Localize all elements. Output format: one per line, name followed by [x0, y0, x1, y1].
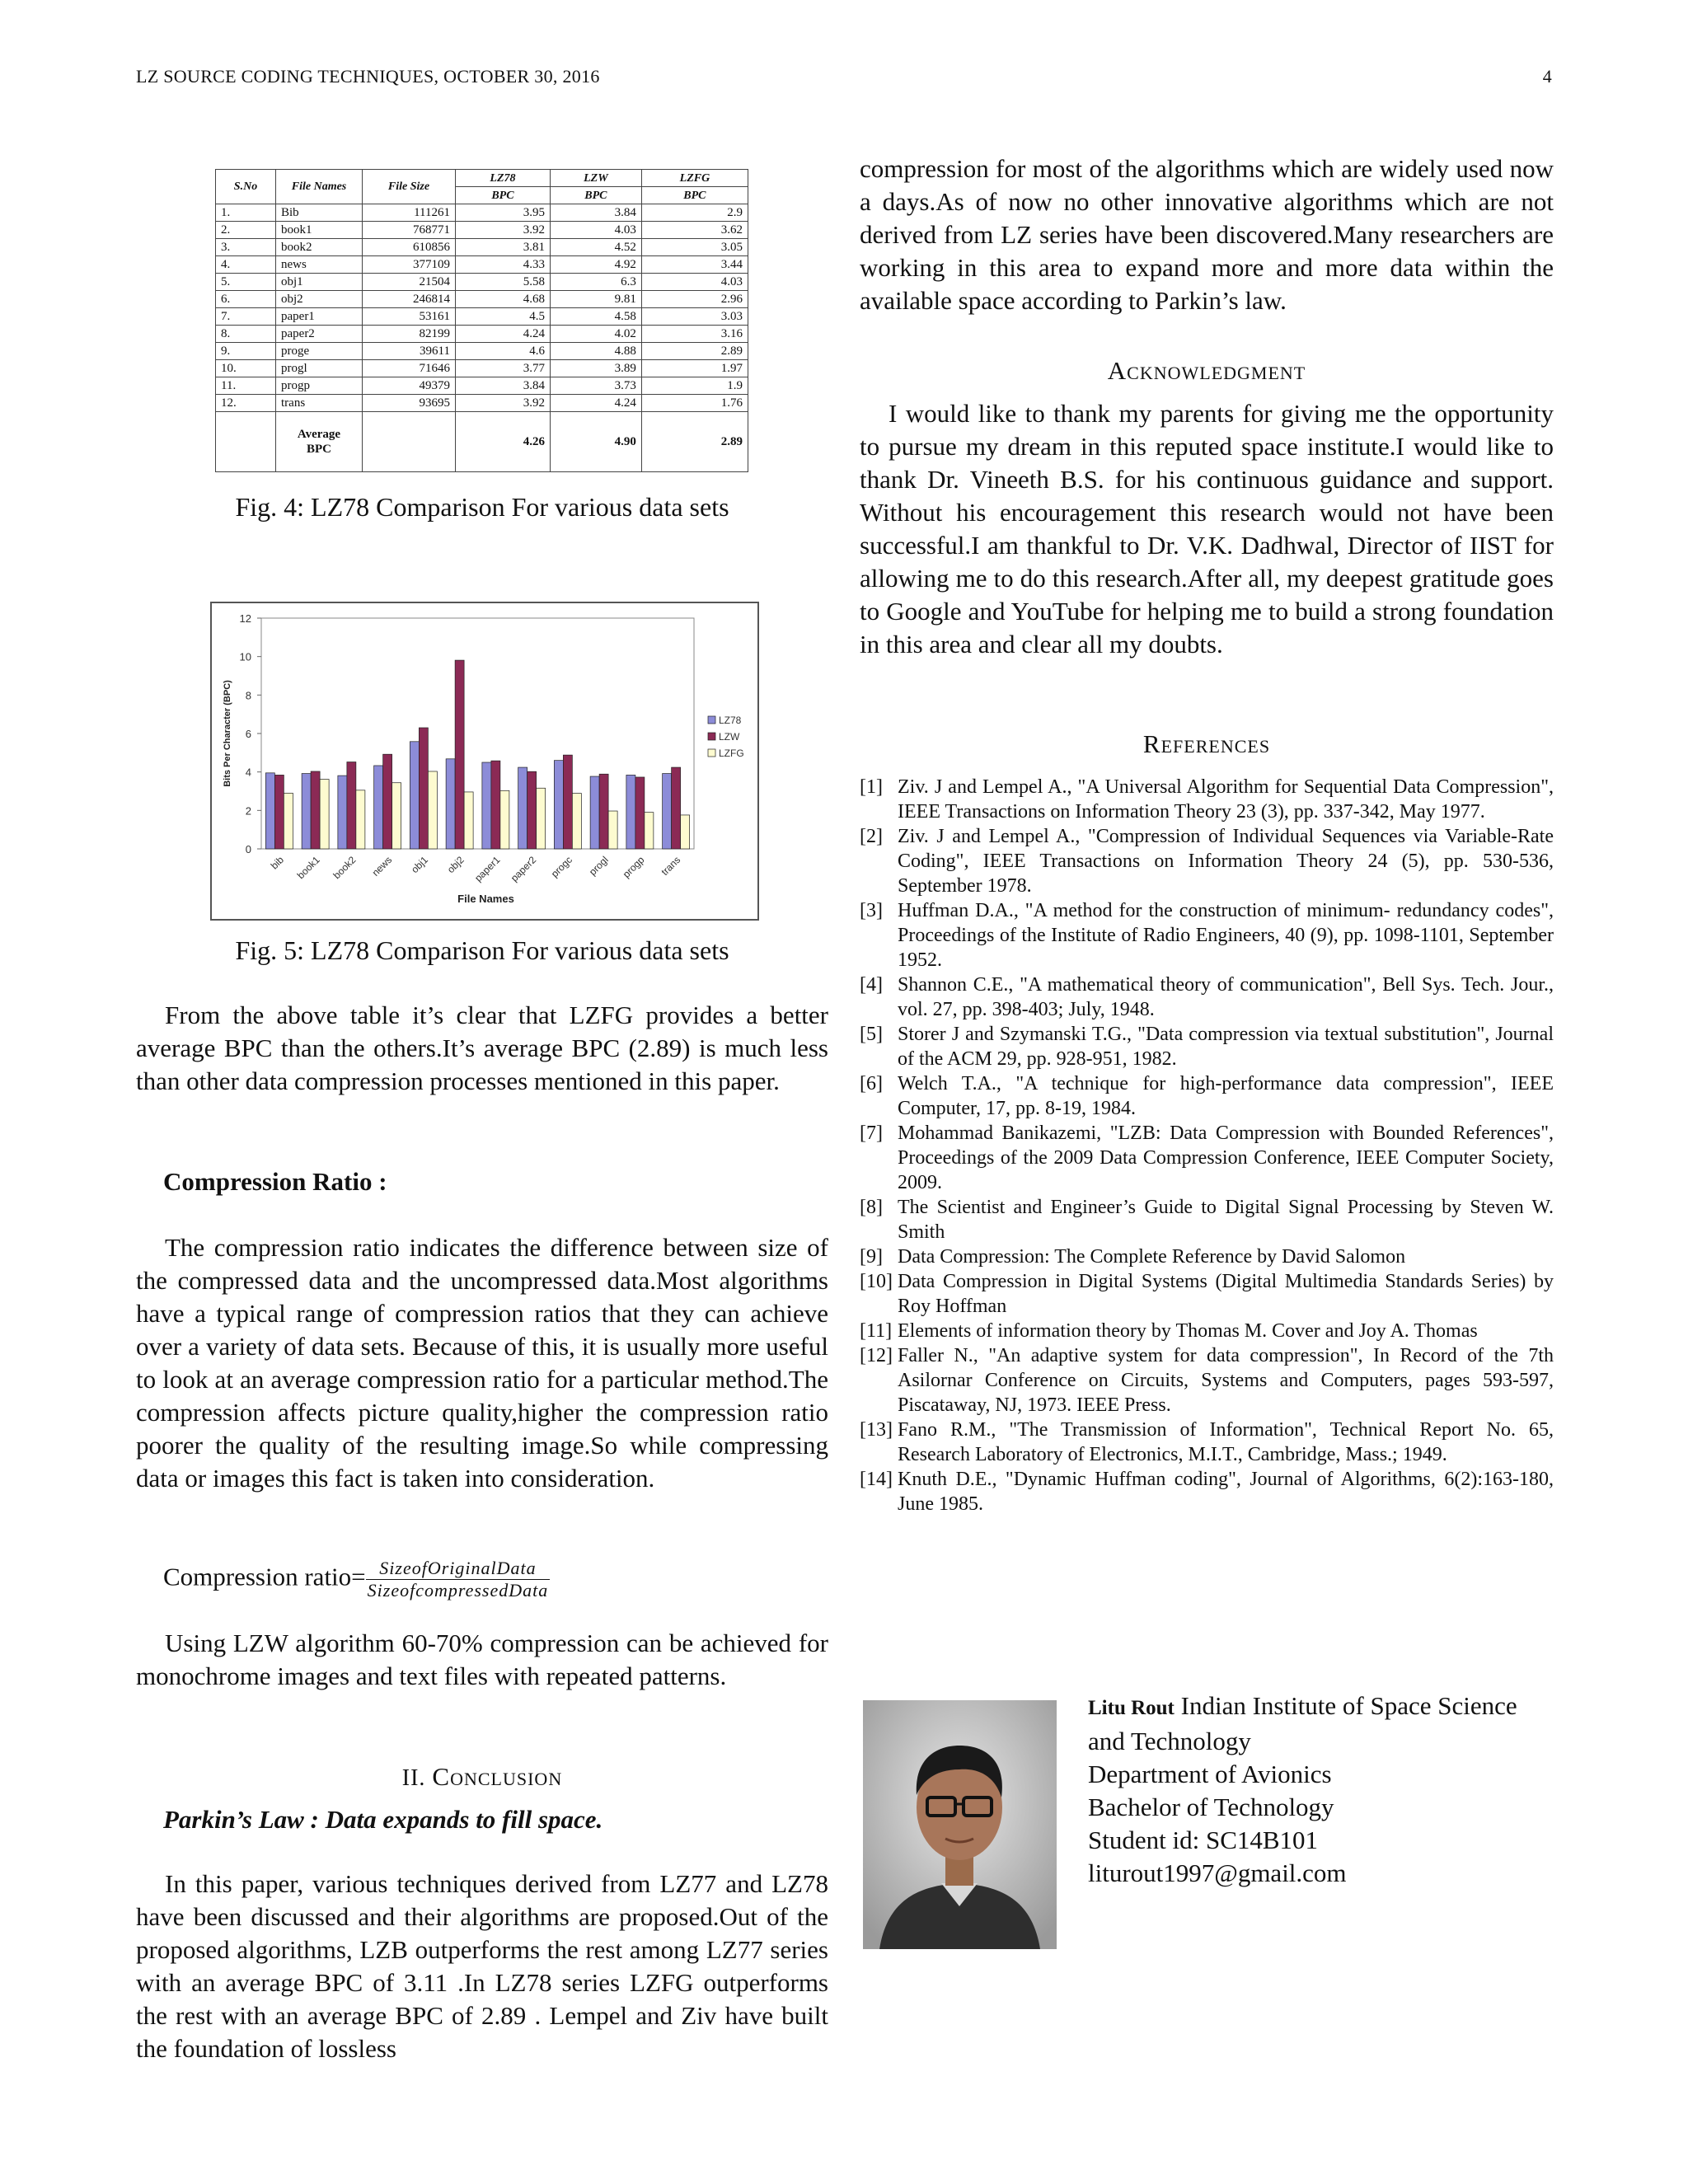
cell-file-name: trans [276, 395, 363, 412]
bar-lzfg [608, 811, 617, 849]
header-bpc: BPC [550, 187, 641, 204]
cell-average-lzw: 4.90 [550, 412, 641, 472]
compression-ratio-heading: Compression Ratio : [163, 1167, 387, 1196]
table-row [216, 291, 748, 308]
cell-average-lz78: 4.26 [456, 412, 551, 472]
table-row-average [216, 412, 748, 472]
comparison-table [215, 169, 748, 472]
cell-lz78: 4.5 [456, 308, 551, 326]
y-tick-label: 8 [245, 689, 251, 702]
reference-item [860, 1269, 1554, 1319]
comparison-table-figure [215, 169, 748, 472]
cell-lzfg: 3.44 [641, 256, 748, 274]
cell-lzfg: 2.89 [641, 343, 748, 360]
cell-sno: 12. [216, 395, 276, 412]
cell-lz78: 3.81 [456, 239, 551, 256]
paragraph-lzw [136, 1627, 828, 1693]
cell-file-name: progl [276, 360, 363, 377]
cell-file-size: 49379 [363, 377, 456, 395]
table-row [216, 222, 748, 239]
cell-sno: 6. [216, 291, 276, 308]
y-tick-label: 2 [245, 804, 251, 818]
cell-file-size: 246814 [363, 291, 456, 308]
bar-lzfg [428, 771, 437, 849]
cell-lzw: 4.92 [550, 256, 641, 274]
legend-label: LZW [719, 731, 740, 743]
cell-lz78: 3.95 [456, 204, 551, 222]
bar-lzfg [537, 788, 546, 849]
bar-lzfg [320, 780, 329, 849]
bar-lzw [563, 755, 572, 849]
reference-text: Data Compression in Digital Systems (Digital Multimedia Standards Series) by Roy Hoffman [898, 1271, 1554, 1317]
cell-lzfg: 3.05 [641, 239, 748, 256]
bar-lzfg [645, 813, 654, 849]
bar-lzfg [681, 815, 690, 849]
x-tick-label: book1 [294, 854, 322, 882]
cell-lzw: 6.3 [550, 274, 641, 291]
cell-sno: 4. [216, 256, 276, 274]
reference-item [860, 1343, 1554, 1418]
bar-lzfg [464, 792, 473, 849]
bar-lz78 [302, 774, 311, 849]
cell-lzfg: 3.62 [641, 222, 748, 239]
reference-text: Storer J and Szymanski T.G., "Data compression via textual substitution", Journal of the ACM 29, pp. 928-951, 1982. [898, 1024, 1554, 1070]
bar-lzw [491, 761, 500, 849]
x-tick-label: obj2 [444, 854, 467, 876]
cell-lz78: 3.92 [456, 222, 551, 239]
references-heading: References [1142, 729, 1271, 758]
bar-lz78 [374, 766, 383, 849]
cell-sno: 9. [216, 343, 276, 360]
reference-number: [2] [860, 826, 883, 847]
x-tick-label: progl [586, 854, 611, 878]
paragraph: The compression ratio indicates the difference between size of the compressed data and the uncompressed data.Most algorithms have a typical range of compression ratios that they can achieve over a variety of data sets. Because of this, it is usually more useful to look at an average compression ratio for a particular method.The compression affects picture quality,higher the compression ratio poorer the quality of the resulting image.So while compressing data or images this fact is taken into consideration. [136, 1233, 828, 1493]
cell-sno: 8. [216, 326, 276, 343]
reference-text: Huffman D.A., "A method for the construction of minimum- redundancy codes", Proceedings of the Institute of Radio Engineers, 40 (9), pp. 1098-1101, September 1952. [898, 900, 1554, 971]
cell-file-name: obj1 [276, 274, 363, 291]
reference-text: Fano R.M., "The Transmission of Information", Technical Report No. 65, Research Laboratory of Electronics, M.I.T., Cambridge, Mass.; 1949. [898, 1419, 1554, 1465]
cell-lzfg: 4.03 [641, 274, 748, 291]
cell-file-name: obj2 [276, 291, 363, 308]
paragraph-conclusion-intro [136, 999, 828, 1098]
header-bpc: BPC [641, 187, 748, 204]
cell-lzw: 3.84 [550, 204, 641, 222]
reference-item [860, 898, 1554, 972]
table-row [216, 204, 748, 222]
table-row [216, 256, 748, 274]
x-tick-label: trans [659, 854, 683, 878]
average-label-line: BPC [307, 443, 331, 456]
reference-item [860, 1244, 1554, 1269]
legend-swatch-lz78 [708, 716, 715, 724]
bar-lz78 [338, 776, 347, 849]
cell-sno: 7. [216, 308, 276, 326]
reference-text: Elements of information theory by Thomas M. Cover and Joy A. Thomas [898, 1320, 1478, 1342]
cell-file-name: proge [276, 343, 363, 360]
reference-text: Welch T.A., "A technique for high-performance data compression", IEEE Computer, 17, pp. 8-19, 1984. [898, 1073, 1554, 1119]
cell-file-name: book2 [276, 239, 363, 256]
cell-lzfg: 2.9 [641, 204, 748, 222]
x-tick-label: obj1 [409, 854, 430, 876]
cell-file-name: paper2 [276, 326, 363, 343]
bar-lzw [347, 762, 356, 849]
bar-lzw [635, 777, 645, 849]
cell-lzw: 4.88 [550, 343, 641, 360]
author-degree: Bachelor of Technology [1088, 1793, 1334, 1821]
x-tick-label: progc [548, 854, 574, 880]
x-tick-label: bib [268, 854, 286, 872]
header-file-names: File Names [276, 170, 363, 204]
paragraph: Using LZW algorithm 60-70% compression can be achieved for monochrome images and text files with repeated patterns. [136, 1629, 828, 1690]
bar-lzfg [572, 794, 581, 849]
bar-chart-figure [210, 602, 759, 921]
bar-lzw [599, 774, 608, 849]
bar-lz78 [554, 761, 563, 849]
y-tick-label: 10 [239, 650, 251, 663]
cell-lz78: 5.58 [456, 274, 551, 291]
bar-lzfg [356, 790, 365, 849]
paragraph: I would like to thank my parents for giving me the opportunity to pursue my dream in this reputed space institute.I would like to thank Dr. Vineeth B.S. for his continuous guidance and support. Without his encouragement this research would not have been successful.I am thankful to Dr. V.K. Dadhwal, Director of IIST for allowing me to do this research.After all, my deepest gratitude goes to Google and YouTube for helping me to build a strong foundation in this area and clear all my doubts. [860, 399, 1554, 658]
reference-text: Ziv. J and Lempel A., "A Universal Algorithm for Sequential Data Compression", IEEE Transactions on Information Theory 23 (3), pp. 337-342, May 1977. [898, 776, 1554, 823]
acknowledgment-body [860, 397, 1554, 661]
reference-item [860, 775, 1554, 824]
legend-swatch-lzfg [708, 749, 715, 757]
cell-average-lzfg: 2.89 [641, 412, 748, 472]
bar-lzw [455, 660, 464, 849]
reference-text: Mohammad Banikazemi, "LZB: Data Compression with Bounded References", Proceedings of the 2009 Data Compression Conference, IEEE Computer Society, 2009. [898, 1122, 1554, 1193]
reference-item [860, 824, 1554, 898]
reference-number: [5] [860, 1024, 883, 1045]
cell-lzw: 4.02 [550, 326, 641, 343]
paragraph: From the above table it’s clear that LZFG provides a better average BPC than the others.It’s average BPC (2.89) is much less than other data compression processes mentioned in this paper. [136, 1001, 828, 1095]
running-header: LZ SOURCE CODING TECHNIQUES, OCTOBER 30, 2016 [136, 66, 600, 87]
bar-lzw [672, 767, 681, 849]
reference-text: Ziv. J and Lempel A., "Compression of Individual Sequences via Variable-Rate Coding", IEEE Transactions on Information Theory 24 (5), pp. 530-536, September 1978. [898, 826, 1554, 897]
bar-lz78 [518, 767, 528, 849]
reference-text: The Scientist and Engineer’s Guide to Digital Signal Processing by Steven W. Smith [898, 1197, 1554, 1243]
cell-file-size: 82199 [363, 326, 456, 343]
cell-file-name: paper1 [276, 308, 363, 326]
author-photo [863, 1700, 1057, 1949]
cell-lzw: 4.52 [550, 239, 641, 256]
cell-empty [216, 412, 276, 472]
bar-lzfg [500, 790, 509, 849]
reference-number: [3] [860, 900, 883, 921]
cell-sno: 5. [216, 274, 276, 291]
x-tick-label: paper1 [472, 854, 503, 884]
compression-ratio-formula [163, 1558, 856, 1601]
cell-sno: 11. [216, 377, 276, 395]
cell-lzw: 4.03 [550, 222, 641, 239]
cell-lz78: 4.6 [456, 343, 551, 360]
reference-number: [9] [860, 1246, 883, 1268]
cell-lzw: 4.58 [550, 308, 641, 326]
cell-lz78: 4.24 [456, 326, 551, 343]
cell-sno: 2. [216, 222, 276, 239]
x-tick-label: book2 [331, 854, 359, 882]
reference-number: [10] [860, 1271, 893, 1292]
reference-item [860, 1319, 1554, 1343]
bar-chart [212, 603, 757, 919]
reference-number: [11] [860, 1320, 893, 1342]
cell-lzfg: 1.9 [641, 377, 748, 395]
reference-item [860, 1418, 1554, 1467]
cell-sno: 3. [216, 239, 276, 256]
cell-lzfg: 1.97 [641, 360, 748, 377]
x-tick-label: progp [620, 854, 647, 880]
paragraph: In this paper, various techniques derived from LZ77 and LZ78 have been discussed and their algorithms are proposed.Out of the proposed algorithms, LZB outperforms the rest among LZ77 series with an average BPC of 3.11 .In LZ78 series LZFG outperforms the rest with an average BPC of 2.89 . Lempel and Ziv have built the foundation of lossless [136, 1869, 828, 2063]
bar-lzw [311, 771, 320, 849]
cell-file-name: Bib [276, 204, 363, 222]
legend-label: LZFG [719, 748, 744, 759]
parkins-law: Parkin’s Law : Data expands to fill space. [163, 1805, 603, 1834]
fig5-caption: Fig. 5: LZ78 Comparison For various data sets [235, 935, 729, 965]
cell-lzw: 9.81 [550, 291, 641, 308]
reference-number: [7] [860, 1122, 883, 1144]
y-tick-label: 6 [245, 728, 251, 740]
header-lzfg: LZFG [641, 170, 748, 187]
bar-lzw [274, 775, 284, 849]
average-label-line: Average [297, 428, 341, 441]
paragraph-conclusion-cont: compression for most of the algorithms which are widely used now a days.As of now no other innovative algorithms which are not derived from LZ series have been discovered.Many researchers are working in this area to expand more and more data within the available space according to Parkin’s law. [860, 154, 1554, 315]
reference-number: [4] [860, 974, 883, 996]
author-email[interactable]: liturout1997@gmail.com [1088, 1858, 1347, 1887]
x-tick-label: news [369, 854, 395, 879]
cell-sno: 10. [216, 360, 276, 377]
y-axis-label: Bits Per Character (BPC) [223, 680, 232, 787]
table-row [216, 326, 748, 343]
reference-number: [6] [860, 1073, 883, 1094]
author-institute: Indian Institute of Space Science and Technology [1088, 1691, 1517, 1755]
reference-text: Data Compression: The Complete Reference by David Salomon [898, 1246, 1406, 1268]
cell-file-size: 111261 [363, 204, 456, 222]
reference-text: Shannon C.E., "A mathematical theory of communication", Bell Sys. Tech. Jour., vol. 27, pp. 398-403; July, 1948. [898, 974, 1554, 1020]
cell-lzfg: 1.76 [641, 395, 748, 412]
bar-lzfg [284, 793, 293, 849]
cell-lzfg: 3.03 [641, 308, 748, 326]
reference-item [860, 1022, 1554, 1071]
author-name: Litu Rout [1088, 1697, 1175, 1719]
cell-average-label [276, 412, 363, 472]
y-tick-label: 0 [245, 843, 251, 855]
reference-item [860, 972, 1554, 1022]
cell-lzw: 3.73 [550, 377, 641, 395]
cell-lz78: 4.68 [456, 291, 551, 308]
header-bpc: BPC [456, 187, 551, 204]
bar-lzfg [392, 783, 401, 849]
reference-number: [13] [860, 1419, 893, 1441]
cell-lzw: 3.89 [550, 360, 641, 377]
section-heading-conclusion: II. Conclusion [401, 1762, 563, 1791]
legend-label: LZ78 [719, 715, 742, 726]
paragraph-conclusion [136, 1868, 828, 2065]
bar-lz78 [663, 774, 672, 849]
reference-item [860, 1195, 1554, 1244]
y-tick-label: 4 [245, 766, 251, 779]
author-student-id: Student id: SC14B101 [1088, 1825, 1319, 1854]
cell-lz78: 3.92 [456, 395, 551, 412]
reference-number: [14] [860, 1469, 893, 1490]
reference-number: [12] [860, 1345, 893, 1366]
paragraph-compression-ratio [136, 1231, 828, 1495]
bar-lz78 [482, 762, 491, 849]
section-title: Conclusion [432, 1762, 563, 1791]
table-row [216, 274, 748, 291]
cell-file-size: 53161 [363, 308, 456, 326]
cell-file-size: 377109 [363, 256, 456, 274]
acknowledgment-heading: Acknowledgment [1107, 356, 1306, 385]
x-axis-label: File Names [457, 893, 514, 905]
reference-item [860, 1071, 1554, 1121]
bar-lzw [383, 754, 392, 849]
reference-number: [1] [860, 776, 883, 798]
reference-number: [8] [860, 1197, 883, 1218]
cell-file-size: 768771 [363, 222, 456, 239]
table-body [216, 204, 748, 472]
cell-file-name: news [276, 256, 363, 274]
table-row [216, 239, 748, 256]
reference-item [860, 1467, 1554, 1516]
author-photo-image [863, 1700, 1057, 1949]
table-row [216, 343, 748, 360]
table-row [216, 360, 748, 377]
bar-lz78 [410, 742, 419, 849]
cell-sno: 1. [216, 204, 276, 222]
cell-lzw: 4.24 [550, 395, 641, 412]
header-lzw: LZW [550, 170, 641, 187]
cell-lz78: 4.33 [456, 256, 551, 274]
cell-file-size: 71646 [363, 360, 456, 377]
bar-lzw [419, 728, 428, 849]
table-row [216, 308, 748, 326]
cell-file-name: progp [276, 377, 363, 395]
cell-lz78: 3.84 [456, 377, 551, 395]
header-sno: S.No [216, 170, 276, 204]
bar-lz78 [626, 775, 635, 849]
table-row [216, 377, 748, 395]
table-row [216, 395, 748, 412]
formula-denominator: SizeofcompressedData [367, 1580, 549, 1601]
header-lz78: LZ78 [456, 170, 551, 187]
reference-item [860, 1121, 1554, 1195]
right-column [860, 152, 1554, 317]
reference-text: Knuth D.E., "Dynamic Huffman coding", Journal of Algorithms, 6(2):163-180, June 1985. [898, 1469, 1554, 1515]
bar-lz78 [446, 759, 455, 849]
cell-file-size: 610856 [363, 239, 456, 256]
reference-text: Faller N., "An adaptive system for data compression", In Record of the 7th Asilornar Conference on Circuits, Systems and Computers, pages 593-597, Piscataway, NJ, 1973. IEEE Press. [898, 1345, 1554, 1416]
formula-fraction [366, 1558, 551, 1601]
cell-lz78: 3.77 [456, 360, 551, 377]
bar-lz78 [590, 776, 599, 849]
cell-file-size: 39611 [363, 343, 456, 360]
bar-lzw [528, 771, 537, 849]
formula-label: Compression ratio= [163, 1562, 366, 1591]
cell-file-size: 21504 [363, 274, 456, 291]
x-tick-label: paper2 [508, 854, 539, 884]
header-file-size: File Size [363, 170, 456, 204]
fig4-caption: Fig. 4: LZ78 Comparison For various data sets [235, 492, 729, 522]
cell-lzfg: 2.96 [641, 291, 748, 308]
cell-empty [363, 412, 456, 472]
author-bio [1088, 1690, 1558, 1890]
cell-file-name: book1 [276, 222, 363, 239]
bar-lz78 [265, 773, 274, 849]
legend-swatch-lzw [708, 733, 715, 740]
cell-lzfg: 3.16 [641, 326, 748, 343]
references-list [860, 775, 1554, 1516]
y-tick-label: 12 [239, 612, 251, 625]
cell-file-size: 93695 [363, 395, 456, 412]
formula-numerator: SizeofOriginalData [366, 1558, 551, 1580]
author-department: Department of Avionics [1088, 1760, 1332, 1788]
page-number: 4 [1542, 66, 1552, 87]
